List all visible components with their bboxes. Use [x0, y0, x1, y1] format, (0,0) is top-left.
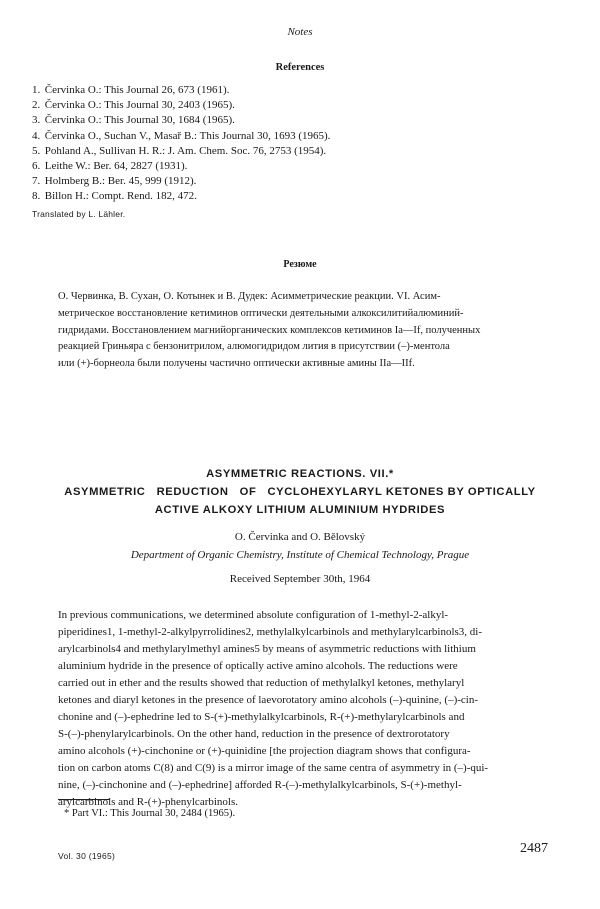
- page-number: 2487: [520, 841, 548, 856]
- resume-heading: Резюме: [283, 259, 317, 270]
- reference-text: Pohland A., Sullivan H. R.: J. Am. Chem. Soc. 76, 2753 (1954).: [44, 144, 327, 157]
- running-header: Notes: [287, 26, 313, 38]
- reference-text: Červinka O., Suchan V., Masař B.: This Journal 30, 1693 (1965).: [44, 129, 331, 142]
- received-date: Received September 30th, 1964: [229, 573, 371, 585]
- reference-number: 6.: [32, 160, 41, 173]
- reference-text: Červinka O.: This Journal 30, 1684 (1965).: [44, 114, 235, 127]
- reference-text: Leithe W.: Ber. 64, 2827 (1931).: [44, 160, 188, 173]
- reference-number: 1.: [32, 84, 41, 96]
- body-line: piperidines1, 1-methyl-2-alkylpyrrolidines2, methylalkylcarbinols and methylarylcarbinols3, di-: [58, 626, 483, 638]
- summary-line: реакцией Гриньяра с бензонитрилом, алюмогидридом лития в присутствии (–)-ментола: [58, 341, 450, 353]
- reference-item: [32, 159, 572, 174]
- reference-item: [32, 144, 572, 159]
- title-line-2: ASYMMETRIC REDUCTION OF CYCLOHEXYLARYL KETONES BY OPTICALLY: [64, 485, 536, 498]
- reference-item: [32, 98, 572, 113]
- reference-text: Holmberg B.: Ber. 45, 999 (1912).: [44, 175, 197, 188]
- body-line: amino alcohols (+)-cinchonine or (+)-quinidine [the projection diagram shows that configura-: [58, 745, 471, 757]
- reference-text: Červinka O.: This Journal 26, 673 (1961).: [44, 84, 230, 96]
- reference-text: Červinka O.: This Journal 30, 2403 (1965).: [44, 99, 235, 112]
- body-line: carried out in ether and the results showed that reduction of methylalkyl ketones, methylaryl: [58, 677, 465, 689]
- title-line-3: ACTIVE ALKOXY LITHIUM ALUMINIUM HYDRIDES: [154, 503, 446, 516]
- summary-line: метрическое восстановление кетиминов оптически деятельными алкоксилитийалюминий-: [58, 307, 464, 319]
- references-heading: References: [275, 62, 325, 73]
- body-line: arylcarbinols and R-(+)-phenylcarbinols.: [58, 796, 239, 808]
- summary-line: или (+)-борнеола были получены частично оптически активные амины IIa—IIf.: [58, 358, 415, 370]
- body-line: arylcarbinols4 and methylarylmethyl amines5 by means of asymmetric reductions with lithium: [58, 643, 476, 655]
- russian-summary: [58, 289, 553, 373]
- body-line: ketones and diaryl ketones in the presence of laevorotatory amino alcohols (–)-quinine, (–)-cin-: [58, 694, 478, 706]
- references-list: [32, 83, 572, 205]
- footnote: * Part VI.: This Journal 30, 2484 (1965).: [64, 808, 236, 819]
- body-line: In previous communications, we determined absolute configuration of 1-methyl-2-alkyl-: [58, 609, 449, 621]
- summary-line: гидридами. Восстановлением магнийорганических комплексов кетиминов Ia—If, полученных: [58, 324, 481, 336]
- volume-info: Vol. 30 (1965): [58, 851, 116, 861]
- article-title: [0, 466, 600, 519]
- reference-number: 8.: [32, 190, 41, 203]
- reference-number: 2.: [32, 99, 41, 112]
- reference-number: 4.: [32, 129, 41, 142]
- summary-line: О. Червинка, В. Сухан, О. Котынек и В. Дудек: Асимметрические реакции. VI. Асим-: [58, 291, 441, 302]
- body-line: aluminium hydride in the presence of optically active amino alcohols. The reductions were: [58, 660, 458, 672]
- body-line: chonine and (–)-ephedrine led to S-(+)-methylalkylcarbinols, R-(+)-methylarylcarbinols and: [58, 711, 465, 723]
- reference-item: [32, 189, 572, 204]
- article-body: [58, 607, 553, 811]
- authors: O. Červinka and O. Bělovský: [234, 531, 366, 543]
- reference-number: 7.: [32, 175, 41, 188]
- reference-number: 5.: [32, 144, 41, 157]
- body-line: S-(–)-phenylarylcarbinols. On the other hand, reduction in the presence of dextrorotatory: [58, 728, 450, 740]
- reference-number: 3.: [32, 114, 41, 127]
- body-line: nine, (–)-cinchonine and (–)-ephedrine] afforded R-(–)-methylalkylcarbinols, S-(+)-methyl-: [58, 779, 462, 791]
- footnote-divider: [58, 799, 110, 800]
- reference-item: [32, 113, 572, 128]
- reference-text: Billon H.: Compt. Rend. 182, 472.: [44, 190, 197, 203]
- translator-credit: Translated by L. Lähler.: [32, 209, 126, 219]
- reference-item: [32, 83, 572, 98]
- affiliation: Department of Organic Chemistry, Institute of Chemical Technology, Prague: [130, 549, 470, 561]
- reference-item: [32, 174, 572, 189]
- reference-item: [32, 129, 572, 144]
- title-line-1: ASYMMETRIC REACTIONS. VII.*: [206, 468, 394, 480]
- body-line: tion on carbon atoms C(8) and C(9) is a mirror image of the same centra of asymmetry in (–)-qui-: [58, 762, 489, 774]
